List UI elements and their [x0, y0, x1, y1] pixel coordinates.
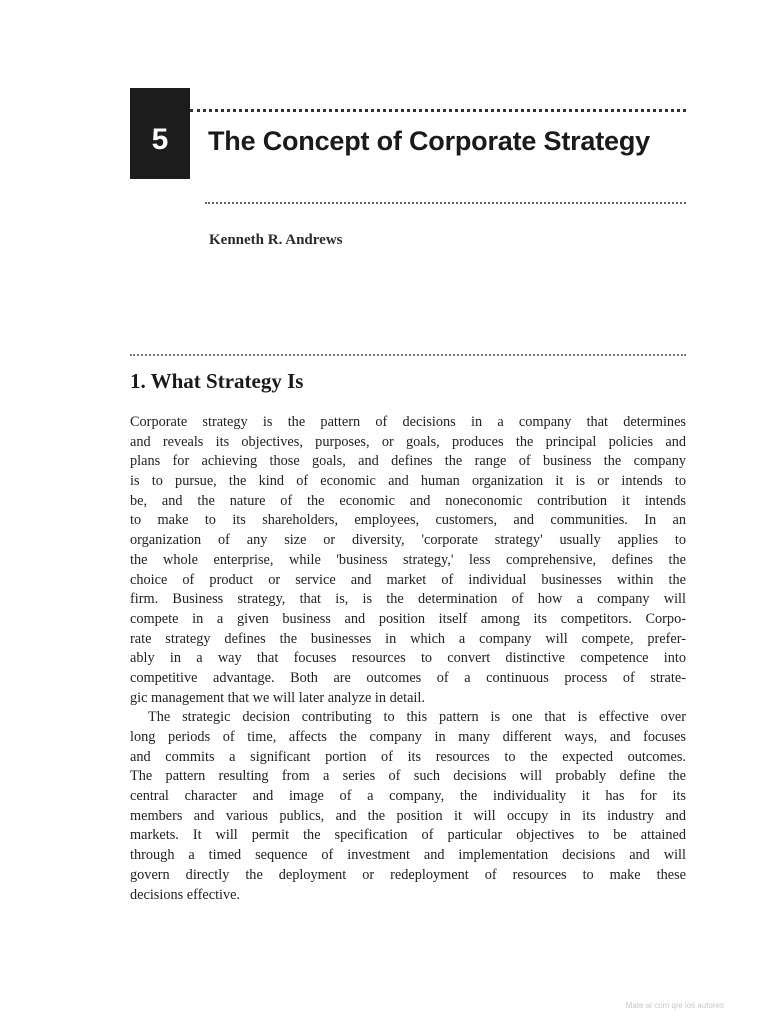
text-line: central character and image of a company, the individuality it has for its [130, 788, 686, 805]
text-line: ably in a way that focuses resources to convert distinctive competence into [130, 650, 686, 667]
chapter-number-box [130, 88, 190, 179]
text-line: compete in a given business and position itself among its competitors. Corpo- [130, 610, 686, 627]
text-line: and commits a significant portion of its resources to the expected outcomes. [130, 748, 686, 765]
text-line: is to pursue, the kind of economic and human organization it is or intends to [130, 473, 686, 490]
text-line: plans for achieving those goals, and defines the range of business the company [130, 453, 686, 470]
text-line: firm. Business strategy, that is, is the determination of how a company will [130, 591, 686, 608]
top-dotted-rule [190, 109, 686, 112]
title-dotted-rule [205, 202, 686, 204]
author-name: Kenneth R. Andrews [209, 232, 343, 248]
text-line: members and various publics, and the position it will occupy in its industry and [130, 807, 686, 824]
section-dotted-rule [130, 354, 686, 356]
text-line: be, and the nature of the economic and noneconomic contribution it intends [130, 492, 686, 509]
chapter-number: 5 [151, 122, 169, 156]
paragraph-2 [130, 708, 686, 905]
text-line: and reveals its objectives, purposes, or goals, produces the principal policies and [130, 433, 686, 450]
text-line: govern directly the deployment or redeployment of resources to make these [130, 866, 686, 883]
text-line: rate strategy defines the businesses in which a company will compete, prefer- [130, 630, 686, 647]
text-line: markets. It will permit the specification of particular objectives to be attained [130, 827, 686, 844]
watermark-text: Mate al com q/e los autores [625, 1001, 724, 1010]
text-line: to make to its shareholders, employees, customers, and communities. In an [130, 512, 686, 529]
text-line: The pattern resulting from a series of such decisions will probably define the [130, 768, 686, 785]
text-line: competitive advantage. Both are outcomes of a continuous process of strate- [130, 669, 686, 686]
body-text [130, 413, 686, 905]
text-line: decisions effective. [130, 886, 241, 903]
text-line: gic management that we will later analyze in detail. [130, 689, 425, 706]
paragraph-1 [130, 413, 686, 708]
text-line: the whole enterprise, while 'business strategy,' less comprehensive, defines the [130, 551, 686, 568]
text-line: through a timed sequence of investment and implementation decisions and will [130, 847, 686, 864]
text-line: The strategic decision contributing to this pattern is one that is effective over [148, 709, 686, 726]
section-heading: 1. What Strategy Is [130, 369, 304, 393]
text-line: long periods of time, affects the company in many different ways, and focuses [130, 729, 686, 745]
text-line: organization of any size or diversity, 'corporate strategy' usually applies to [130, 532, 686, 549]
text-line: choice of product or service and market of individual businesses within the [130, 571, 686, 588]
chapter-title: The Concept of Corporate Strategy [208, 126, 650, 156]
text-line: Corporate strategy is the pattern of decisions in a company that determines [130, 414, 686, 430]
